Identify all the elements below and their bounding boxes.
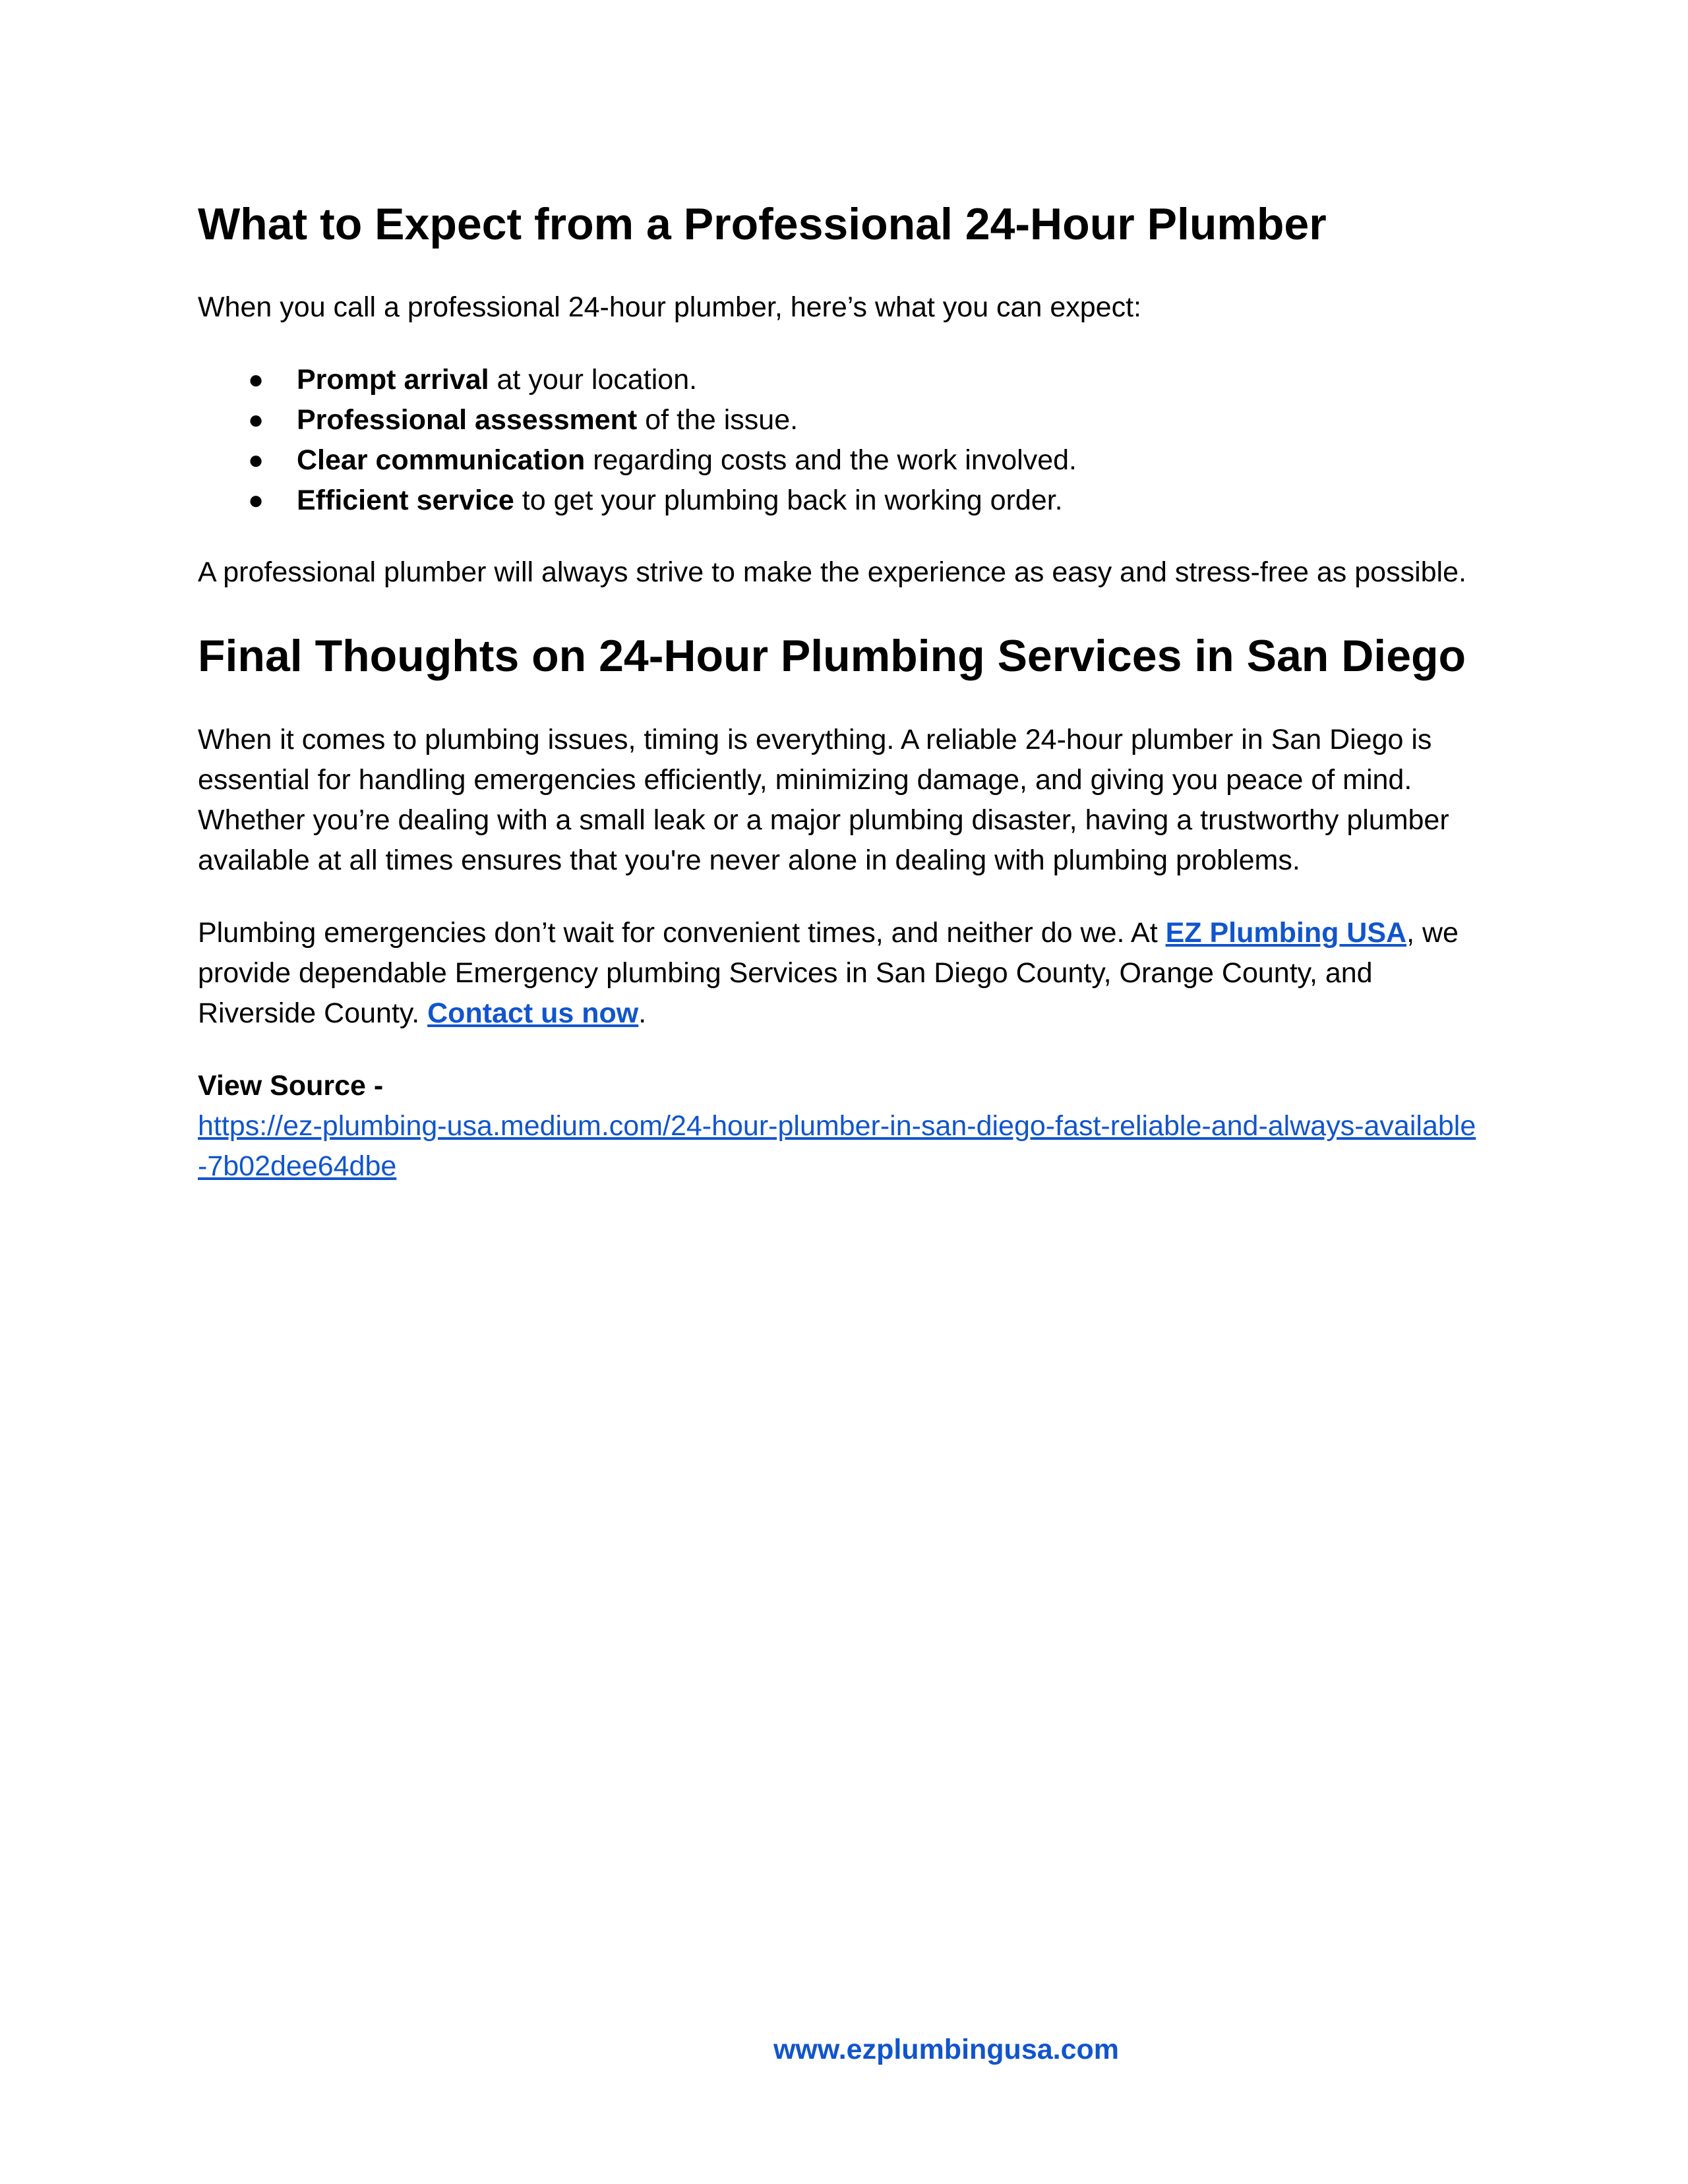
list-item-bold: Professional assessment (297, 404, 638, 436)
list-item-bold: Efficient service (297, 485, 514, 516)
closing-paragraph: A professional plumber will always strive to make the experience as easy and stress-free as possible. (198, 556, 1466, 588)
footer-website: www.ezplumbingusa.com (773, 2034, 1120, 2065)
list-item (198, 481, 1484, 521)
bullet-icon: ● (248, 405, 264, 434)
list-item-text: regarding costs and the work involved. (585, 444, 1077, 476)
list-item-bold: Clear communication (297, 444, 586, 476)
source-block (198, 1066, 1484, 1187)
bullet-icon: ● (248, 446, 264, 475)
list-item (198, 440, 1484, 481)
document-page (198, 191, 1484, 1219)
list-item (198, 400, 1484, 440)
cta-text-end: . (638, 997, 647, 1029)
bullet-icon: ● (248, 486, 264, 515)
cta-paragraph (198, 913, 1484, 1034)
final-paragraph: When it comes to plumbing issues, timing is everything. A reliable 24-hour plumber in San Diego is essential for handling emergencies efficiently, minimizing damage, and giving you peace of mind. Whether you’re dealing with a small leak or a major plumbing disaster, having a trustworthy plumber available at all times ensures that you're never alone in dealing with plumbing problems. (198, 724, 1449, 876)
source-label: View Source - (198, 1070, 384, 1102)
list-item-text: of the issue. (637, 404, 799, 436)
list-item (198, 360, 1484, 400)
cta-text-start: Plumbing emergencies don’t wait for convenient times, and neither do we. At (198, 917, 1166, 949)
intro-paragraph: When you call a professional 24-hour plumber, here’s what you can expect: (198, 291, 1141, 323)
list-item-text: at your location. (489, 364, 698, 396)
source-url-link[interactable]: https://ez-plumbing-usa.medium.com/24-hour-plumber-in-san-diego-fast-reliable-and-always-available-7b02dee64dbe (198, 1110, 1476, 1182)
bullet-icon: ● (248, 365, 264, 394)
ez-plumbing-usa-link[interactable]: EZ Plumbing USA (1165, 917, 1407, 949)
heading-final-thoughts: Final Thoughts on 24-Hour Plumbing Services in San Diego (198, 631, 1466, 681)
contact-us-link[interactable]: Contact us now (427, 997, 639, 1029)
expectations-list (198, 360, 1484, 521)
heading-what-to-expect: What to Expect from a Professional 24-Hour Plumber (198, 199, 1327, 249)
list-item-text: to get your plumbing back in working order. (514, 485, 1063, 516)
cta-text-middle: , we provide dependable Emergency plumbing Services in San Diego County, Orange County, and Riverside County. (198, 917, 1459, 1029)
list-item-bold: Prompt arrival (297, 364, 489, 396)
